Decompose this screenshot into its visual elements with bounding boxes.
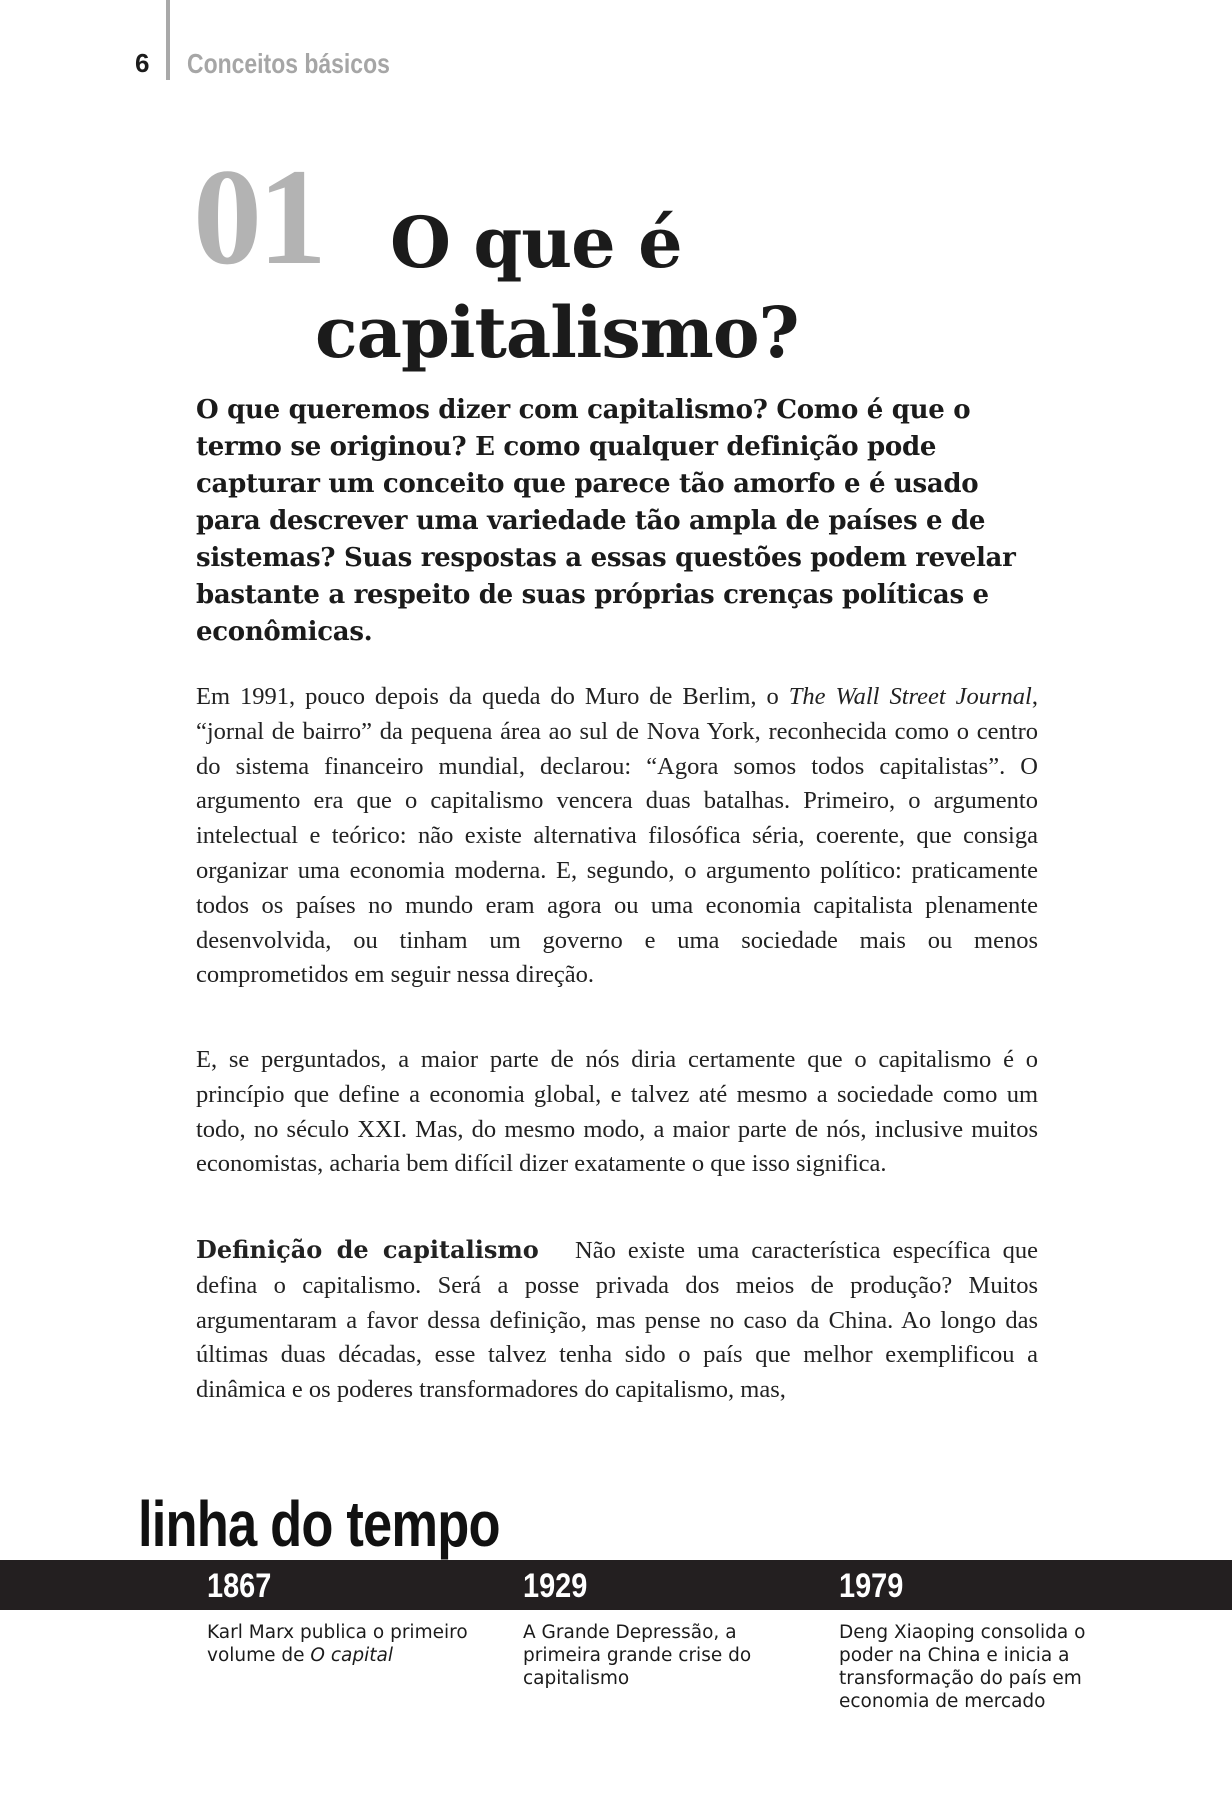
run-in-heading: Definição de capitalismo [196, 1235, 539, 1264]
timeline-desc-1-book-title: O capital [310, 1645, 393, 1666]
section-label: Conceitos básicos [187, 48, 390, 79]
chapter-number: 01 [193, 140, 323, 293]
timeline-desc-2: A Grande Depressão, a primeira grande crise do capitalismo [523, 1622, 752, 1689]
timeline-desc-1 [207, 1621, 487, 1667]
timeline-year-1: 1867 [207, 1567, 272, 1605]
p1-text-start: Em 1991, pouco depois da queda do Muro de Berlim, o [196, 683, 789, 710]
p1-journal-title: The Wall Street Journal [788, 683, 1032, 710]
chapter-title-line2: capitalismo? [315, 291, 799, 374]
chapter-intro: O que queremos dizer com capitalismo? Como é que o termo se originou? E como qualquer definição pode capturar um conceito que parece tão amorfo e é usado para descrever uma variedade tão ampla de países e de sistemas? Suas respostas a essas questões podem revelar bastante a respeito de suas próprias crenças políticas e econômicas. [196, 395, 1016, 647]
p1-text-end: , “jornal de bairro” da pequena área ao sul de Nova York, reconhecida como o centro do sistema financeiro mundial, declarou: “Agora somos todos capitalistas”. O argumento era que o capitalismo vencera duas batalhas. Primeiro, o argumento intelectual e teórico: não existe alternativa filosófica séria, coerente, que consiga organizar uma economia moderna. E, segundo, o argumento político: praticamente todos os países no mundo eram agora ou uma economia capitalista plenamente desenvolvida, ou tinham um governo e uma sociedade mais ou menos comprometidos em seguir nessa direção. [196, 683, 1038, 989]
p3-text: Não existe uma característica específica que defina o capitalismo. Será a posse privada dos meios de produção? Muitos argumentaram a favor dessa definição, mas pense no caso da China. Ao longo das últimas duas décadas, esse talvez tenha sido o país que melhor exemplificou a dinâmica e os poderes transformadores do capitalismo, mas, [196, 1237, 1038, 1404]
page-number: 6 [135, 48, 149, 78]
body-paragraph-3 [196, 1233, 1038, 1408]
chapter-title [310, 198, 1010, 378]
chapter-title-line1: O que é [390, 201, 682, 284]
body-paragraph-1 [196, 680, 1038, 993]
timeline-desc-1-text: Karl Marx publica o primeiro volume de [207, 1622, 468, 1666]
timeline-year-2: 1929 [523, 1567, 588, 1605]
running-head-rule [166, 0, 170, 80]
timeline-year-3: 1979 [839, 1567, 904, 1605]
body-paragraph-2: E, se perguntados, a maior parte de nós diria certamente que o capitalismo é o princípio que define a economia global, e talvez até mesmo a sociedade como um todo, no século XXI. Mas, do mesmo modo, a maior parte de nós, inclusive muitos economistas, acharia bem difícil dizer exatamente o que isso significa. [196, 1046, 1038, 1178]
timeline-bar [0, 1560, 1232, 1610]
timeline-heading: linha do tempo [138, 1488, 500, 1560]
timeline-desc-3: Deng Xiaoping consolida o poder na China e inicia a transformação do país em economia de mercado [839, 1622, 1086, 1712]
